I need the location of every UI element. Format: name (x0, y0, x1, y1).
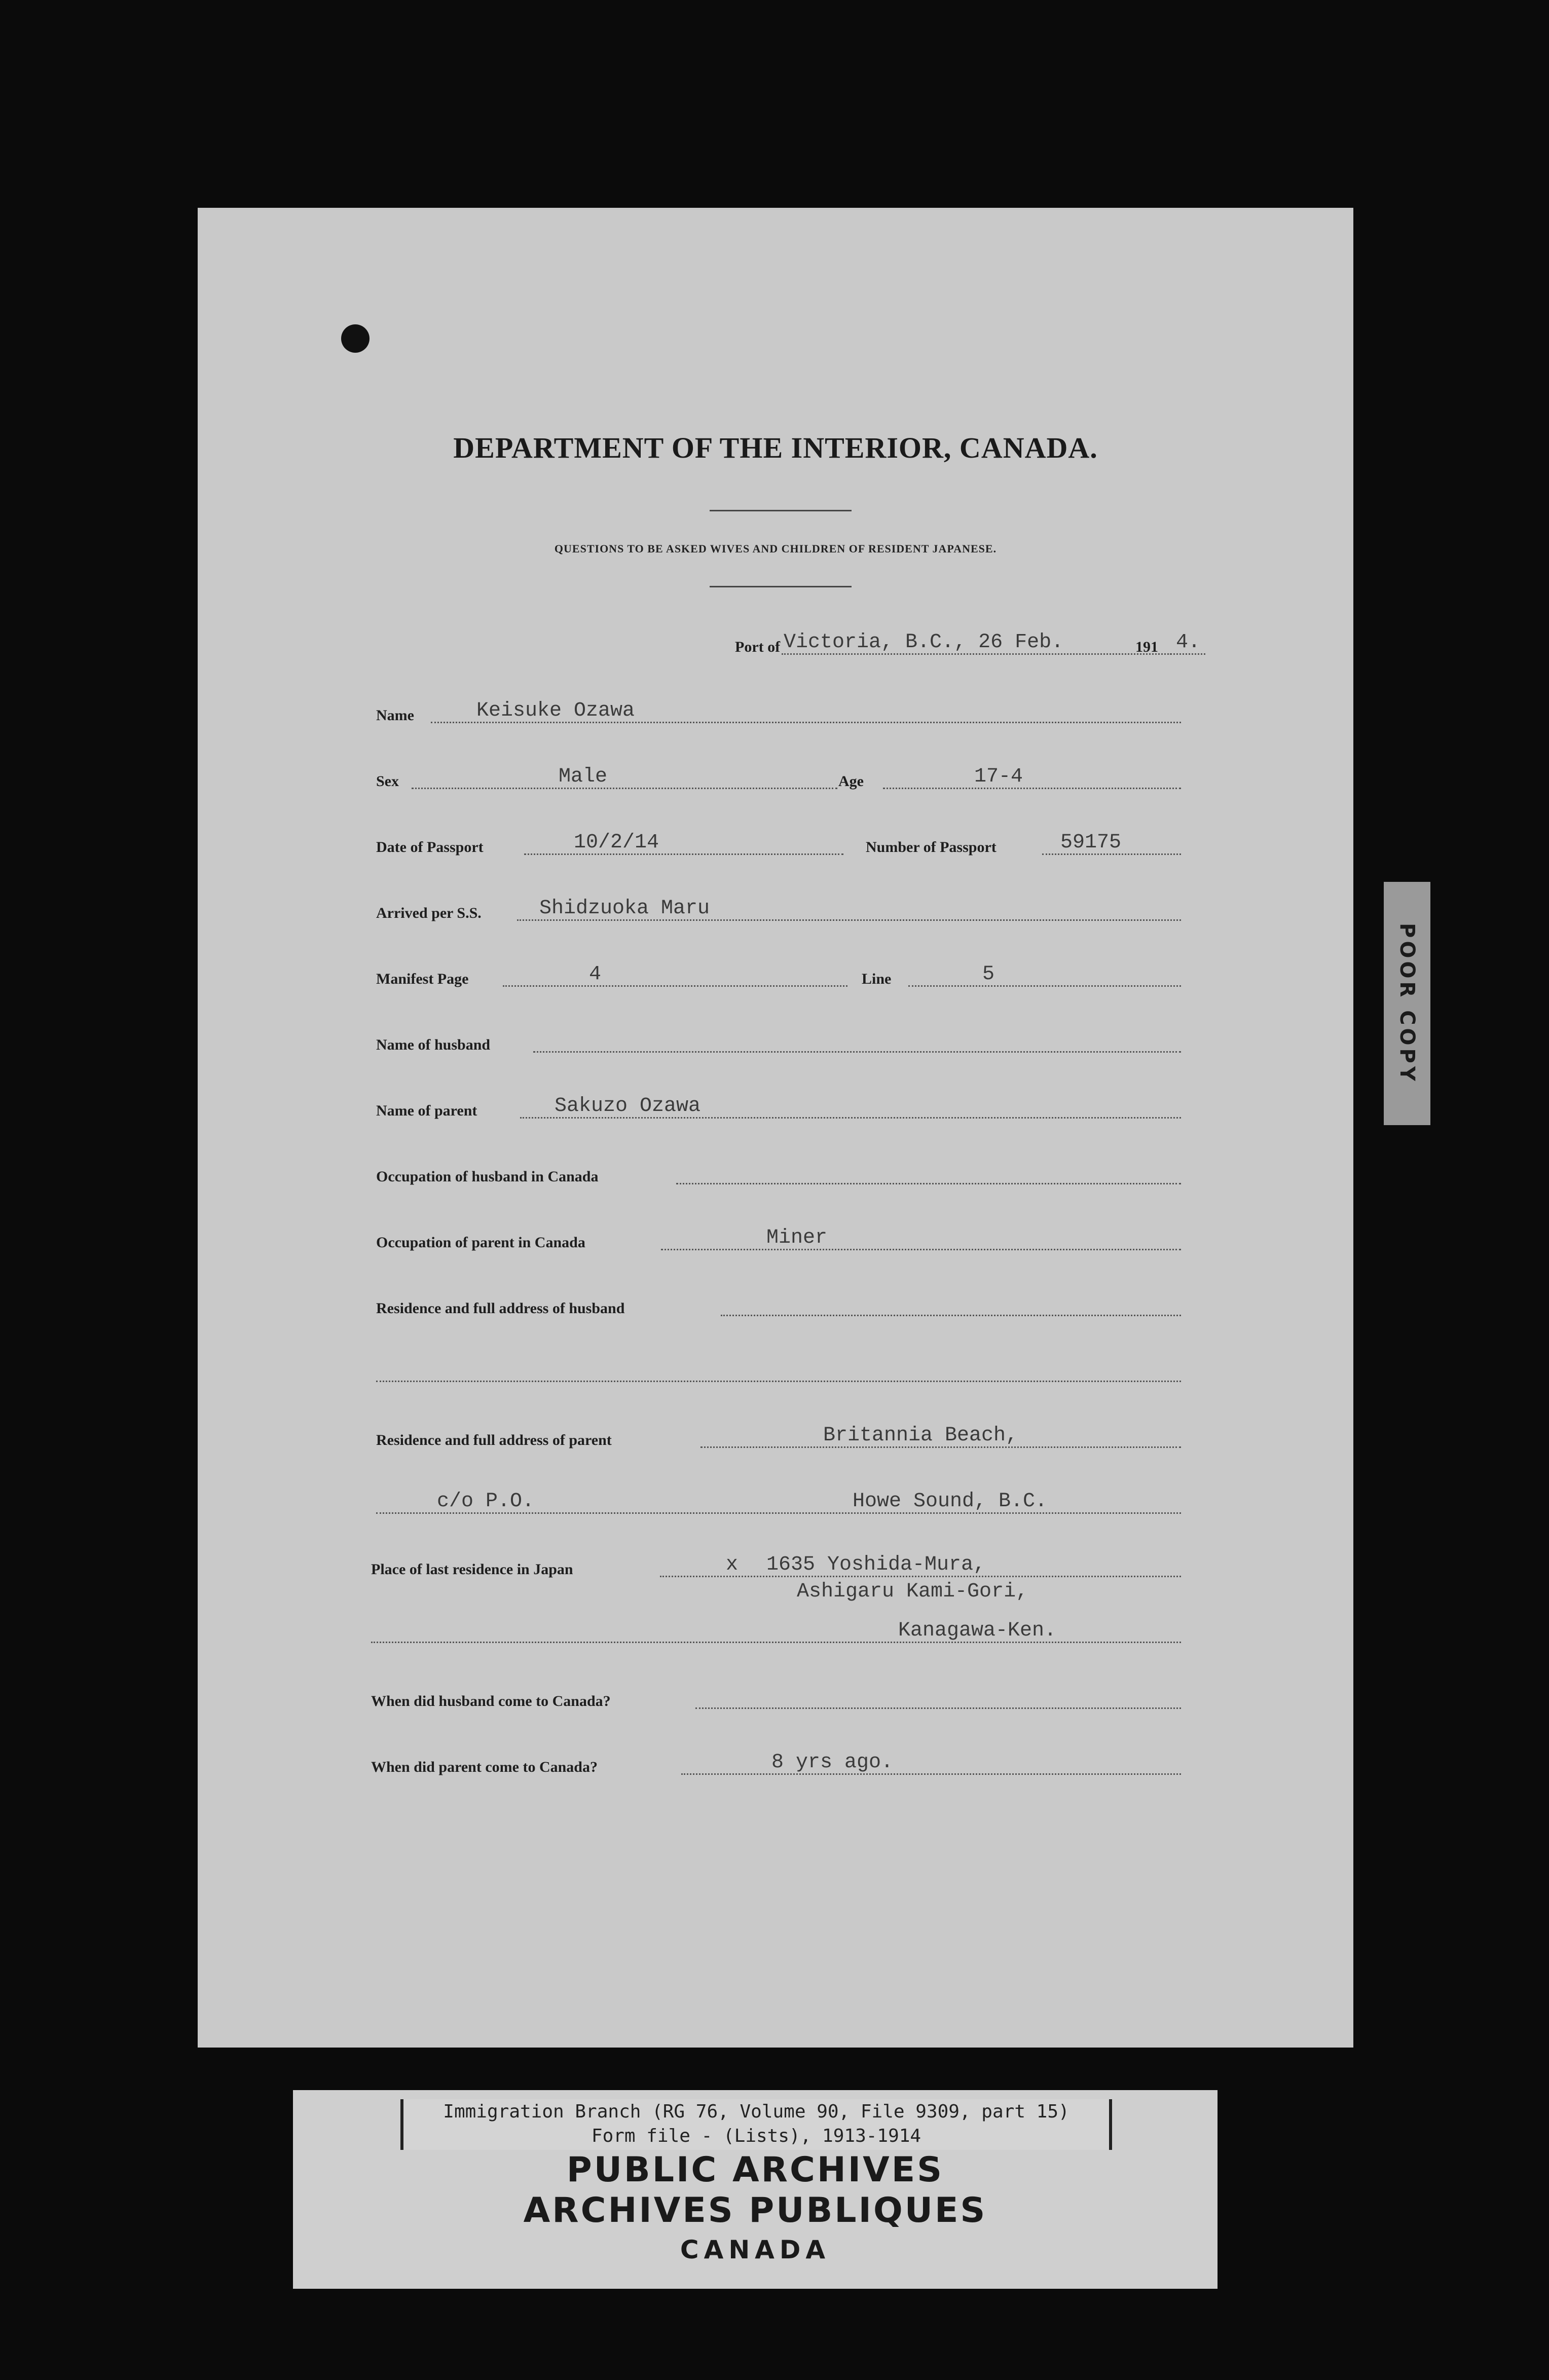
manifest-label: Manifest Page (376, 971, 469, 987)
husband-residence-label: Residence and full address of husband (376, 1300, 625, 1317)
punch-hole (341, 324, 370, 353)
parent-occupation-label: Occupation of parent in Canada (376, 1234, 585, 1251)
form-title: DEPARTMENT OF THE INTERIOR, CANADA. (453, 431, 1098, 464)
parent-name-value: Sakuzo Ozawa (555, 1095, 701, 1118)
husband-occupation-field (376, 1158, 1182, 1188)
japan-residence-field (371, 1551, 1182, 1581)
japan-residence-value-3: Kanagawa-Ken. (898, 1619, 1057, 1642)
passport-date-value: 10/2/14 (574, 831, 659, 854)
parent-residence-value-1: Britannia Beach, (823, 1424, 1018, 1447)
parent-residence-line-2 (376, 1488, 1182, 1518)
passport-number-label: Number of Passport (866, 839, 997, 856)
passport-number-value: 59175 (1060, 831, 1122, 854)
manifest-value: 4 (589, 963, 602, 986)
sex-age-field (376, 763, 1182, 793)
subtitle-divider (710, 586, 852, 587)
parent-residence-value-2a: c/o P.O. (437, 1490, 535, 1513)
file-reference-label (400, 2099, 1112, 2150)
parent-name-label: Name of parent (376, 1102, 477, 1119)
passport-date-label: Date of Passport (376, 839, 484, 856)
japan-residence-label: Place of last residence in Japan (371, 1561, 573, 1578)
title-divider (710, 510, 852, 511)
line-label: Line (862, 971, 892, 987)
name-field (376, 697, 1182, 727)
name-value: Keisuke Ozawa (476, 699, 635, 722)
arrived-field (376, 895, 1182, 925)
husband-arrival-field (371, 1683, 1182, 1713)
husband-name-label: Name of husband (376, 1036, 491, 1053)
year-suffix: 4. (1176, 631, 1201, 654)
archive-label-card (293, 2090, 1218, 2289)
public-archives-text: PUBLIC ARCHIVES (566, 2150, 944, 2190)
port-field (735, 628, 1272, 659)
husband-arrival-label: When did husband come to Canada? (371, 1693, 611, 1709)
manifest-field (376, 960, 1182, 991)
husband-name-field (376, 1026, 1182, 1057)
passport-field (376, 829, 1182, 859)
husband-residence-line-2 (376, 1356, 1182, 1386)
husband-occupation-label: Occupation of husband in Canada (376, 1168, 599, 1185)
year-prefix: 191 (1135, 639, 1158, 655)
parent-residence-field (376, 1422, 1182, 1452)
age-value: 17-4 (974, 765, 1023, 788)
name-label: Name (376, 707, 414, 724)
japan-residence-line-3 (371, 1617, 1182, 1647)
file-reference-line-2: Form file - (Lists), 1913-1914 (591, 2126, 921, 2146)
canada-text: CANADA (680, 2235, 831, 2264)
sex-label: Sex (376, 773, 399, 790)
port-label: Port of (735, 639, 781, 655)
parent-occupation-field (376, 1224, 1182, 1254)
parent-arrival-label: When did parent come to Canada? (371, 1759, 598, 1775)
parent-arrival-value: 8 yrs ago. (771, 1751, 894, 1774)
file-reference-line-1: Immigration Branch (RG 76, Volume 90, File 9309, part 15) (443, 2101, 1069, 2122)
japan-residence-mark: x (726, 1553, 739, 1576)
arrived-label: Arrived per S.S. (376, 905, 482, 921)
parent-occupation-value: Miner (766, 1226, 828, 1249)
parent-name-field (376, 1092, 1182, 1123)
husband-residence-field (376, 1290, 1182, 1320)
port-value: Victoria, B.C., 26 Feb. (784, 631, 1064, 654)
age-label: Age (838, 773, 864, 790)
form-subtitle: QUESTIONS TO BE ASKED WIVES AND CHILDREN OF RESIDENT JAPANESE. (554, 542, 997, 555)
parent-residence-value-2b: Howe Sound, B.C. (853, 1490, 1048, 1513)
japan-residence-line-2 (371, 1578, 1182, 1608)
archives-publiques-text: ARCHIVES PUBLIQUES (523, 2190, 987, 2230)
form-sheet (198, 208, 1353, 2048)
parent-arrival-field (371, 1749, 1182, 1779)
japan-residence-value-1: 1635 Yoshida-Mura, (766, 1553, 986, 1576)
poor-copy-tag (1384, 882, 1430, 1125)
japan-residence-value-2: Ashigaru Kami-Gori, (797, 1580, 1028, 1603)
line-value: 5 (982, 963, 995, 986)
arrived-value: Shidzuoka Maru (539, 897, 710, 920)
parent-residence-label: Residence and full address of parent (376, 1432, 612, 1448)
sex-value: Male (559, 765, 608, 788)
poor-copy-text: POOR COPY (1395, 923, 1419, 1084)
